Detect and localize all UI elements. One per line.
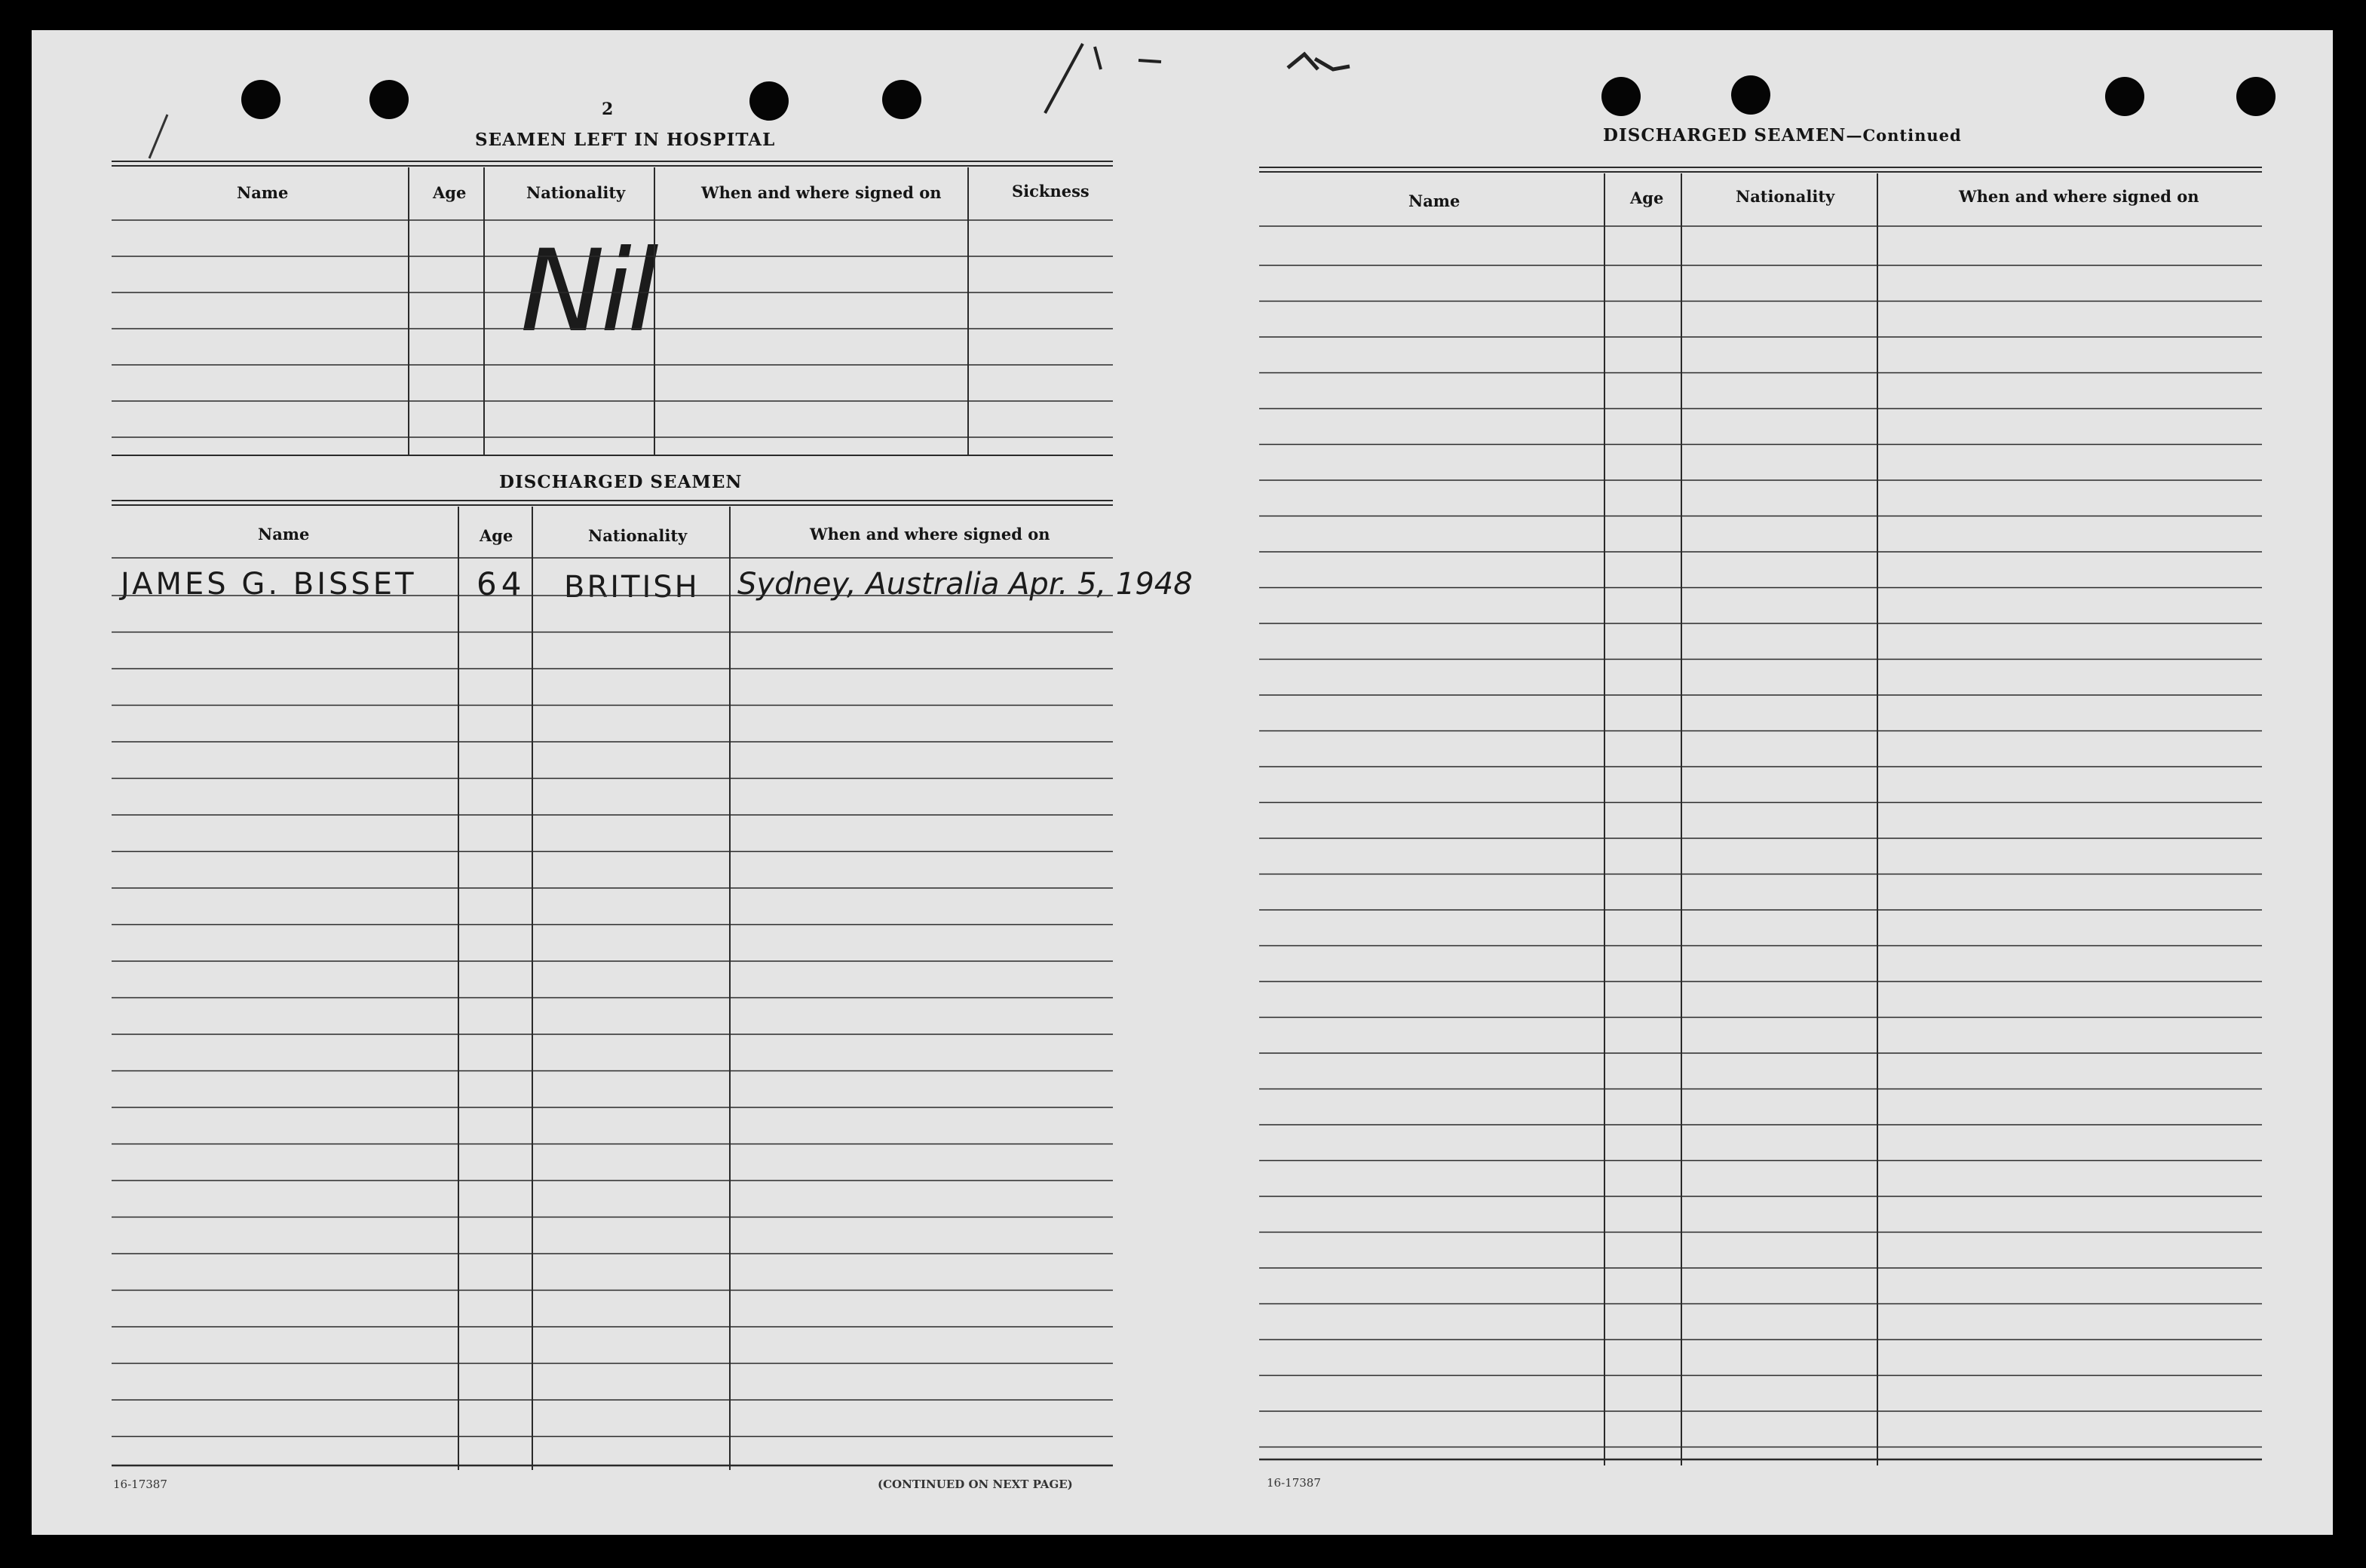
- hospital-section-title: SEAMEN LEFT IN HOSPITAL: [475, 130, 776, 150]
- right-title-main: DISCHARGED SEAMEN: [1603, 125, 1847, 145]
- entry-signed-on: Sydney, Australia Apr. 5, 1948: [737, 567, 1193, 602]
- discharged-col-signed-on: When and where signed on: [810, 525, 1050, 544]
- discharged-col-nationality: Nationality: [588, 526, 688, 545]
- discharged-col-name: Name: [258, 525, 310, 544]
- hospital-col-signed-on: When and where signed on: [701, 183, 942, 202]
- hospital-col-name: Name: [237, 183, 289, 202]
- right-title-suffix: —Continued: [1846, 126, 1962, 145]
- right-col-name: Name: [1408, 191, 1460, 210]
- entry-name: JAMES G. BISSET: [121, 567, 417, 602]
- right-col-nationality: Nationality: [1736, 187, 1835, 206]
- discharged-section-title: DISCHARGED SEAMEN: [499, 472, 743, 492]
- hospital-col-sickness: Sickness: [1012, 182, 1090, 201]
- form-number-right: 16-17387: [1267, 1476, 1321, 1490]
- form-number-left: 16-17387: [113, 1478, 167, 1491]
- hospital-col-age: Age: [433, 183, 467, 202]
- discharged-col-age: Age: [480, 526, 513, 545]
- hospital-col-nationality: Nationality: [526, 183, 626, 202]
- continued-note: (CONTINUED ON NEXT PAGE): [878, 1478, 1073, 1491]
- entry-age: 64: [477, 565, 526, 602]
- right-col-signed-on: When and where signed on: [1959, 187, 2199, 206]
- entry-nationality: BRITISH: [564, 570, 700, 605]
- right-col-age: Age: [1630, 188, 1664, 207]
- page-number: 2: [602, 100, 614, 119]
- handwritten-nil: Nil: [520, 226, 654, 357]
